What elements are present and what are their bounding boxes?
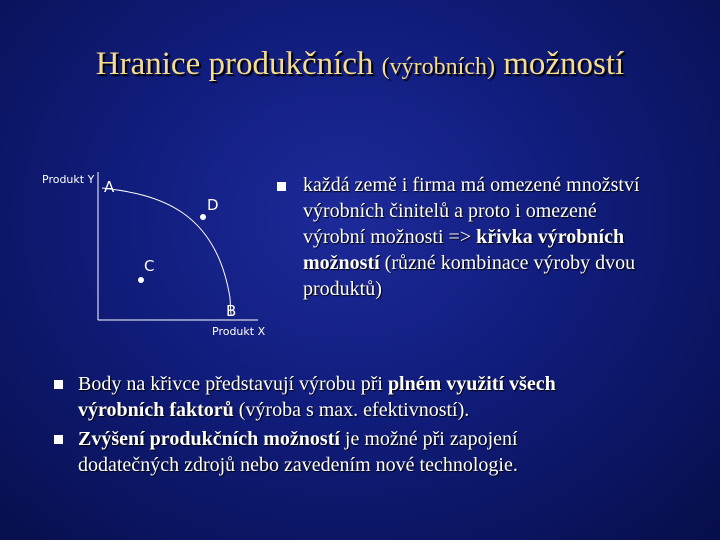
ppf-axes-svg <box>40 168 280 343</box>
b1-line-4-bold: možností <box>303 252 380 274</box>
b1-line-3 <box>303 224 640 250</box>
point-a-label: A <box>104 178 115 196</box>
bullet-text-3 <box>78 426 518 478</box>
slide-title <box>0 46 720 83</box>
b1-line-4 <box>303 250 640 276</box>
b1-line-5: produktů) <box>303 278 382 300</box>
b3-line-1 <box>78 426 518 452</box>
b1-line-3-bold: křivka výrobních <box>476 226 625 248</box>
bullet-marker-1 <box>277 182 286 191</box>
b1-line-4-text: (různé kombinace výroby dvou <box>379 252 636 274</box>
b2-line-2 <box>78 397 556 423</box>
y-axis-label: Produkt Y <box>42 173 95 186</box>
title-main-a: Hranice produkčních <box>95 46 374 82</box>
b1-line-1: každá země i firma má omezené množství <box>303 174 640 196</box>
title-main-b: možností <box>503 46 625 82</box>
x-axis-label: Produkt X <box>212 325 266 338</box>
b1-line-2: výrobních činitelů a proto i omezené <box>303 200 597 222</box>
point-b-label: B <box>226 302 237 320</box>
b2-line-1-text: Body na křivce představují výrobu při <box>78 373 388 395</box>
b1-line-3-text: výrobní možnosti => <box>303 226 477 248</box>
b3-line-2: dodatečných zdrojů nebo zavedením nové technologie. <box>78 454 518 476</box>
bullet-text-1 <box>303 172 640 302</box>
ppf-diagram <box>40 168 280 343</box>
point-d-label: D <box>207 196 219 214</box>
b2-line-1 <box>78 371 556 397</box>
point-c-label: C <box>144 257 155 275</box>
point-c-marker <box>138 277 144 283</box>
title-parenthetical: (výrobních) <box>381 54 495 80</box>
b2-line-2-text: (výroba s max. efektivností). <box>233 399 470 421</box>
b3-line-1-text: je možné při zapojení <box>339 428 518 450</box>
bullet-text-2 <box>78 371 556 423</box>
b2-line-1-bold: plném využití všech <box>387 373 556 395</box>
bullet-marker-2 <box>54 380 63 389</box>
b3-line-1-bold: Zvýšení produkčních možností <box>78 428 340 450</box>
b2-line-2-bold: výrobních faktorů <box>78 399 234 421</box>
point-d-marker <box>200 214 206 220</box>
bullet-marker-3 <box>54 435 63 444</box>
